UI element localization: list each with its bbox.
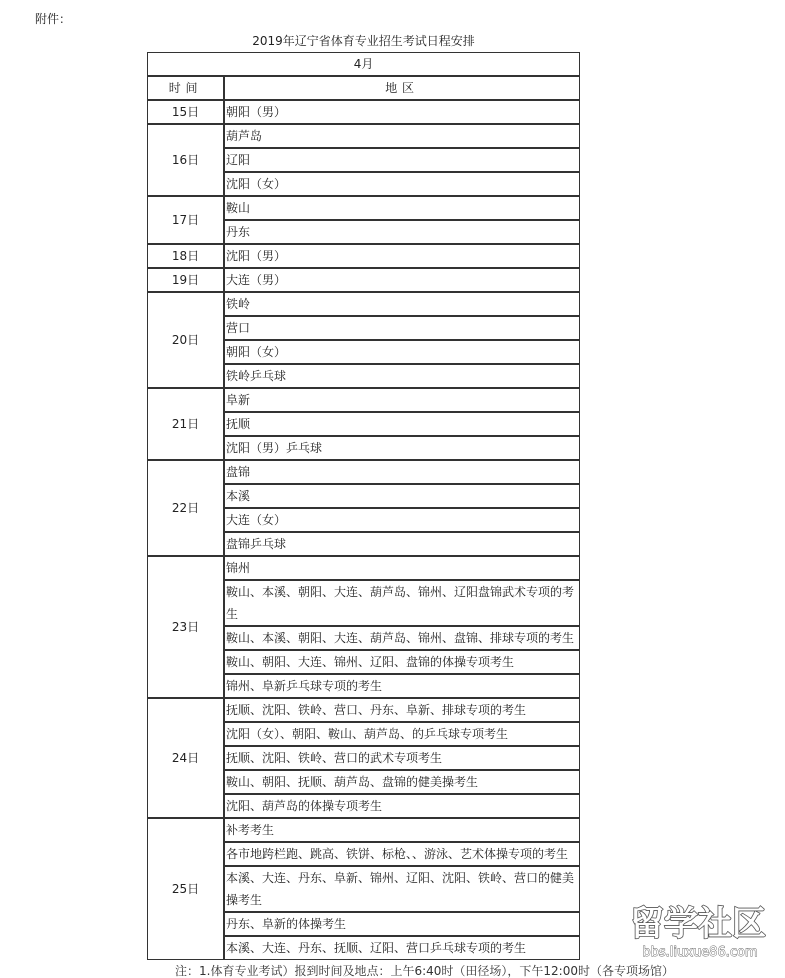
region-cell: 辽阳 <box>224 148 580 172</box>
region-cell: 朝阳（女） <box>224 340 580 364</box>
month-cell: 4月 <box>147 52 580 76</box>
region-cell: 本溪、大连、丹东、抚顺、辽阳、营口乒乓球专项的考生 <box>224 936 580 960</box>
date-cell: 23日 <box>147 556 224 698</box>
date-cell: 19日 <box>147 268 224 292</box>
region-cell: 鞍山、朝阳、大连、锦州、辽阳、盘锦的体操专项考生 <box>224 650 580 674</box>
watermark-title: 留学社区 <box>630 904 766 944</box>
region-cell: 沈阳（女）、朝阳、鞍山、葫芦岛、的乒乓球专项考生 <box>224 722 580 746</box>
date-cell: 16日 <box>147 124 224 196</box>
date-cell: 17日 <box>147 196 224 244</box>
region-cell: 鞍山、本溪、朝阳、大连、葫芦岛、锦州、辽阳盘锦武术专项的考生 <box>224 580 580 626</box>
table-row <box>147 818 580 842</box>
region-cell: 抚顺 <box>224 412 580 436</box>
attachment-label: 附件： <box>35 12 72 26</box>
region-cell: 抚顺、沈阳、铁岭、营口、丹东、阜新、排球专项的考生 <box>224 698 580 722</box>
table-row <box>147 292 580 316</box>
header-region: 地区 <box>224 76 580 100</box>
region-cell: 沈阳、葫芦岛的体操专项考生 <box>224 794 580 818</box>
date-cell: 20日 <box>147 292 224 388</box>
region-cell: 大连（男） <box>224 268 580 292</box>
region-cell: 铁岭乒乓球 <box>224 364 580 388</box>
watermark <box>614 893 784 968</box>
table-row <box>147 388 580 412</box>
region-cell: 丹东、阜新的体操考生 <box>224 912 580 936</box>
table-row <box>147 698 580 722</box>
region-cell: 抚顺、沈阳、铁岭、营口的武术专项考生 <box>224 746 580 770</box>
footnote: 注：1.体育专业考试）报到时间及地点：上午6:40时（田径场），下午12:00时（各专项场馆） <box>175 964 674 978</box>
schedule-table <box>147 52 580 960</box>
region-cell: 营口 <box>224 316 580 340</box>
watermark-url: bbs.liuxue86.com <box>642 945 758 960</box>
table-row <box>147 196 580 220</box>
table-row <box>147 100 580 124</box>
region-cell: 鞍山、朝阳、抚顺、葫芦岛、盘锦的健美操考生 <box>224 770 580 794</box>
region-cell: 盘锦乒乓球 <box>224 532 580 556</box>
region-cell: 盘锦 <box>224 460 580 484</box>
schedule-body <box>147 52 580 960</box>
region-cell: 锦州 <box>224 556 580 580</box>
date-cell: 25日 <box>147 818 224 960</box>
region-cell: 补考考生 <box>224 818 580 842</box>
region-cell: 本溪、大连、丹东、阜新、锦州、辽阳、沈阳、铁岭、营口的健美操考生 <box>224 866 580 912</box>
date-cell: 21日 <box>147 388 224 460</box>
region-cell: 鞍山、本溪、朝阳、大连、葫芦岛、锦州、盘锦、排球专项的考生 <box>224 626 580 650</box>
table-row <box>147 460 580 484</box>
region-cell: 本溪 <box>224 484 580 508</box>
table-row <box>147 244 580 268</box>
table-row <box>147 556 580 580</box>
region-cell: 葫芦岛 <box>224 124 580 148</box>
header-row <box>147 76 580 100</box>
date-cell: 24日 <box>147 698 224 818</box>
region-cell: 锦州、阜新乒乓球专项的考生 <box>224 674 580 698</box>
region-cell: 沈阳（女） <box>224 172 580 196</box>
date-cell: 15日 <box>147 100 224 124</box>
region-cell: 沈阳（男）乒乓球 <box>224 436 580 460</box>
document-title: 2019年辽宁省体育专业招生考试日程安排 <box>252 34 475 48</box>
region-cell: 沈阳（男） <box>224 244 580 268</box>
region-cell: 阜新 <box>224 388 580 412</box>
month-row <box>147 52 580 76</box>
region-cell: 铁岭 <box>224 292 580 316</box>
region-cell: 朝阳（男） <box>224 100 580 124</box>
region-cell: 丹东 <box>224 220 580 244</box>
date-cell: 22日 <box>147 460 224 556</box>
table-row <box>147 124 580 148</box>
region-cell: 大连（女） <box>224 508 580 532</box>
region-cell: 各市地跨栏跑、跳高、铁饼、标枪、、游泳、艺术体操专项的考生 <box>224 842 580 866</box>
region-cell: 鞍山 <box>224 196 580 220</box>
header-date: 时间 <box>147 76 224 100</box>
table-row <box>147 268 580 292</box>
date-cell: 18日 <box>147 244 224 268</box>
